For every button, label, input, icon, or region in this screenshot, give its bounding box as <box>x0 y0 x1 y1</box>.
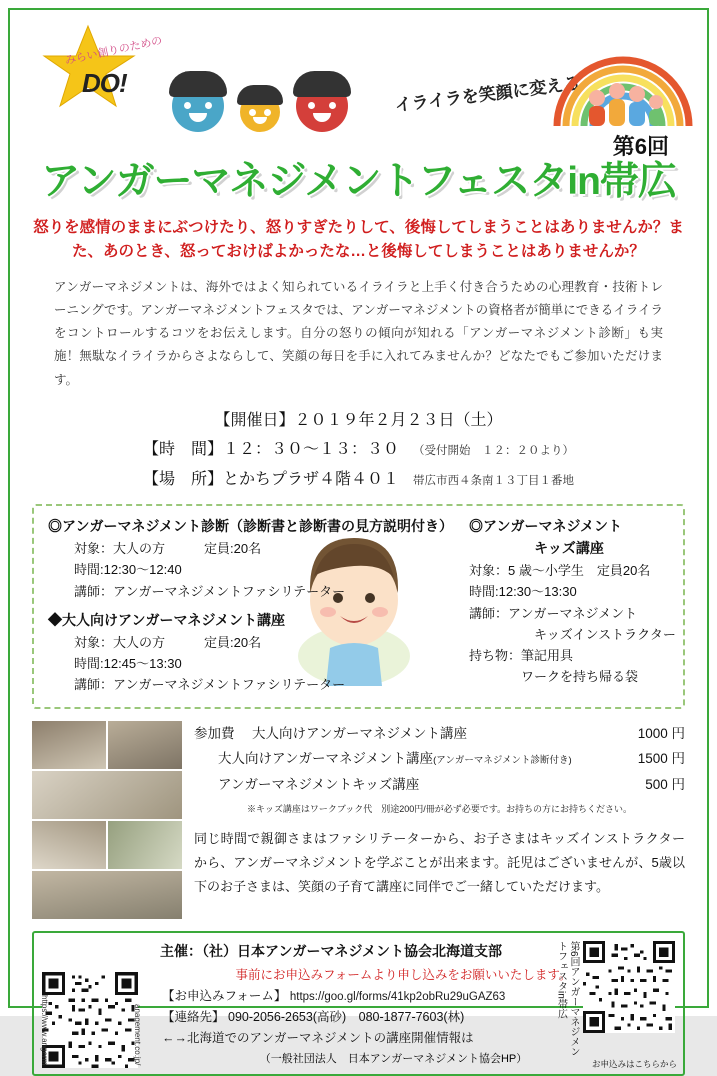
association-line: （一般社団法人 日本アンガーマネジメント協会HP） <box>259 1052 528 1065</box>
course-2-line-2 <box>48 653 448 674</box>
course-1-head: ◎アンガーマネジメント診断（診断書と診断書の見方説明付き） <box>48 518 454 535</box>
course-box <box>32 504 685 708</box>
qr-left-caption-2: anagement.co.jp/ <box>133 1004 142 1066</box>
face-red-icon <box>296 80 348 132</box>
kids-course-head-2: キッズ講座 <box>534 540 604 557</box>
qr-icon-left <box>42 972 138 1068</box>
qr-right-subtitle: お申込みはこちらから <box>591 1058 677 1069</box>
angry-faces-illustration <box>172 80 348 132</box>
logo-text: DO! <box>82 68 127 98</box>
photo-4 <box>32 821 106 869</box>
photo-1 <box>32 721 106 769</box>
qr-code-application[interactable] <box>583 941 675 1033</box>
event-time-label: 【時 間】 <box>142 441 223 459</box>
apply-form-label: 【お申込みフォーム】 <box>162 988 287 1003</box>
kids-course-time: 時間:12:30～13:30 <box>469 584 577 600</box>
event-date-value: ２０１９年２月２３日（土） <box>294 411 503 429</box>
photo-2 <box>108 721 182 769</box>
contact-value: 090-2056-2653(高砂) 080-1877-7603(林) <box>228 1009 465 1024</box>
photo-5 <box>108 821 182 869</box>
fees-title: 参加費 <box>194 725 235 741</box>
qr-icon-right <box>583 941 675 1033</box>
kids-course-lecturer-2: キッズインストラクター <box>469 626 676 642</box>
fee-price-3: 500 円 <box>645 777 685 792</box>
apply-notice: 事前にお申込みフォームより申し込みをお願いいたします。 <box>235 967 572 982</box>
course-2-lecturer: 講師：アンガーマネジメントファシリテーター <box>74 676 346 692</box>
fee-note: ※キッズ講座はワークブック代 別途200円/冊が必ず必要です。お持ちの方にお持ちください。 <box>247 803 632 814</box>
kids-course-lecturer-1: 講師：アンガーマネジメント <box>469 605 638 621</box>
event-time-value: １２：３０～１３：３０ <box>223 441 400 459</box>
kids-course-items-1: 持ち物：筆記用具 <box>469 647 574 663</box>
course-1-line-2 <box>48 559 448 580</box>
apply-form-url[interactable]: https://goo.gl/forms/41kp2obRu29uGAZ63 <box>289 990 506 1003</box>
course-1-lecturer: 講師：アンガーマネジメントファシリテーター <box>74 583 346 599</box>
lead-copy: 怒りを感情のままにぶつけたり、怒りすぎたりして、後悔してしまうことはありませんか？また、あのとき、怒っておけばよかったな…と後悔してしまうことはありませんか？ <box>33 219 684 261</box>
course-2-line-3 <box>48 674 448 695</box>
kids-course-head-1: ◎アンガーマネジメント <box>469 518 623 535</box>
course-1-target: 対象：大人の方 定員:20名 <box>74 541 262 557</box>
fee-label-3: アンガーマネジメントキッズ講座 <box>218 777 420 792</box>
event-place-value: とかちプラザ４階４０１ <box>223 470 400 488</box>
event-date-label: 【開催日】 <box>214 411 295 429</box>
qr-right-title: 第6回アンガーマネジメントフェスタin帯広 <box>555 940 579 1057</box>
rainbow-kids-icon <box>553 58 693 128</box>
photo-3 <box>32 771 182 819</box>
poster-header <box>22 18 695 159</box>
event-place-note: 帯広市西４条南１３丁目１番地 <box>413 474 575 487</box>
course-column-right <box>469 516 676 694</box>
course-2-head: ◆大人向けアンガーマネジメント講座 <box>48 611 286 628</box>
course-2-time: 時間:12:45～13:30 <box>74 655 182 671</box>
fee-label-1: 大人向けアンガーマネジメント講座 <box>252 725 468 741</box>
course-column-left <box>48 516 454 694</box>
course-1-line-3 <box>48 581 448 602</box>
fee-label-2-main: 大人向けアンガーマネジメント講座 <box>218 751 434 767</box>
qr-code-association[interactable] <box>40 972 142 1068</box>
course-1-time: 時間:12:30～12:40 <box>74 562 182 578</box>
photo-6 <box>32 871 182 919</box>
footer-box <box>32 931 685 1076</box>
logo-subtitle: みらい創りのための <box>64 34 164 68</box>
kids-course-target: 対象：5 歳～小学生 定員20名 <box>469 563 651 579</box>
qr-left-caption-1: https://www.angerm <box>40 995 49 1066</box>
kids-course-items-2: ワークを持ち帰る袋 <box>469 668 639 684</box>
intro-paragraph: アンガーマネジメントは、海外ではよく知られているイライラと上手く付き合うための心理教育・技術トレーニングです。アンガーマネジメントフェスタでは、アンガーマネジメントの資格者が簡単にできるイライラをコントロールするコツをお伝えします。自分の怒りの傾向が知れる「アンガーマネジメント診断」も実施！無駄なイライラからさよならして、笑顔の毎日を手に入れてみませんか？どなたでもご参加いただけます。 <box>54 280 663 387</box>
star-logo <box>44 24 164 108</box>
poster-title: アンガーマネジメントフェスタin帯広 <box>41 160 676 203</box>
course-2-line-1 <box>48 632 448 653</box>
face-blue-icon <box>172 80 224 132</box>
event-place-label: 【場 所】 <box>142 470 223 488</box>
face-yellow-icon <box>240 92 280 132</box>
event-time-note: （受付開始 １２：２０より） <box>413 445 575 458</box>
course-1-line-1 <box>48 538 448 559</box>
catch-copy: イライラを笑顔に変える <box>393 73 582 116</box>
fee-price-2: 1500 円 <box>637 751 685 767</box>
organizer-line: 主催：（社）日本アンガーマネジメント協会北海道支部 <box>160 942 503 959</box>
hokkaido-info-line: ←→北海道でのアンガーマネジメントの講座開催情報は <box>162 1030 474 1045</box>
closing-paragraph: 同じ時間で親御さまはファシリテーターから、お子さまはキッズインストラクターから、アンガーマネジメントを学ぶことが出来ます。託児はございませんが、5歳以下のお子さまは、笑顔の子育て講座に同伴でご一緒していただけます。 <box>194 830 685 894</box>
course-2-target: 対象：大人の方 定員:20名 <box>74 634 262 650</box>
contact-label: 【連絡先】 <box>162 1009 225 1024</box>
edition-label: 第6回 <box>612 134 669 159</box>
fee-label-2-note: (アンガーマネジメント診断付き) <box>433 755 572 767</box>
fee-price-1: 1000 円 <box>637 725 685 741</box>
